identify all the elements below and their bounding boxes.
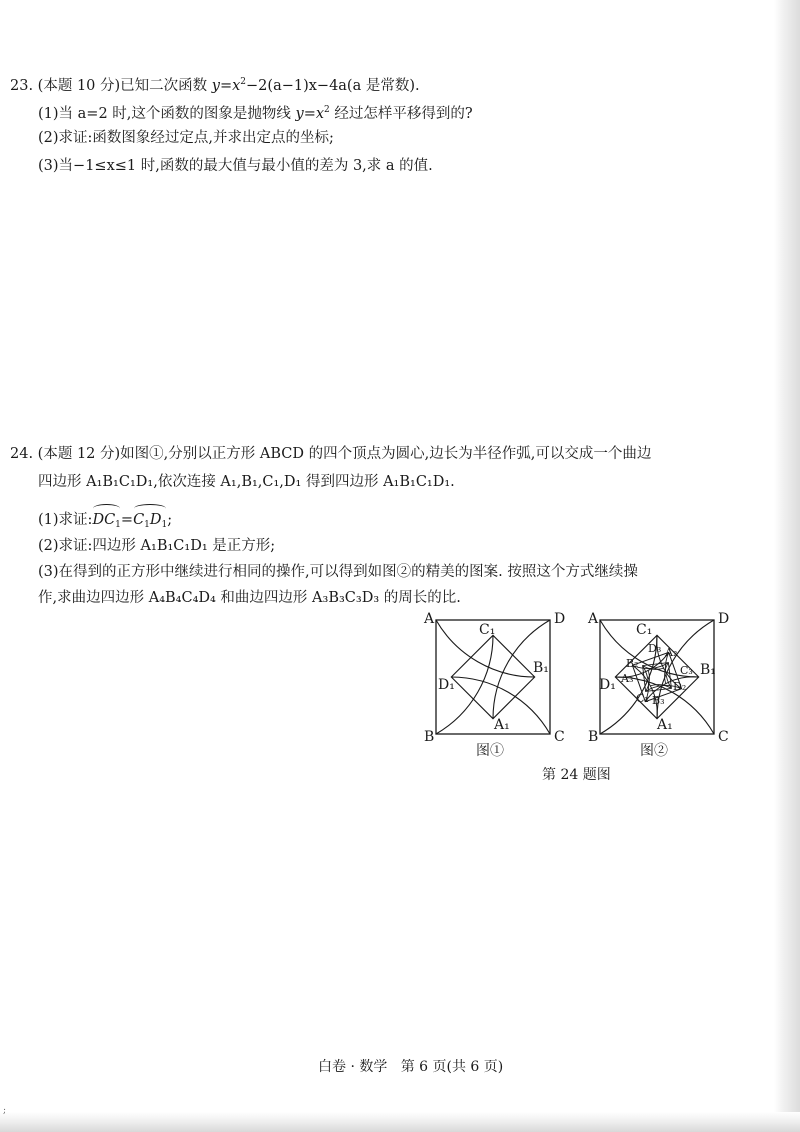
scan-mark: ; <box>3 1106 7 1116</box>
q23-part1 <box>38 100 473 124</box>
q23-func-lhs: y=x <box>211 78 241 94</box>
q23-func-rhs: −2(a−1)x−4a(a 是常数). <box>246 78 420 94</box>
q24-part2: (2)求证:四边形 A₁B₁C₁D₁ 是正方形; <box>38 538 276 554</box>
q23-part1-curve: y=x <box>295 106 325 122</box>
fig1-caption: 图① <box>476 743 504 759</box>
fig2-label-B2: B₂ <box>626 657 639 670</box>
q24-part1-eq: = <box>120 512 134 528</box>
fig1-label-D1: D₁ <box>438 677 455 693</box>
q24-score: (本题 12 分) <box>37 446 121 462</box>
q23-number: 23. <box>10 78 34 94</box>
fig1-label-A1: A₁ <box>494 717 510 733</box>
figure-caption: 第 24 题图 <box>542 767 611 783</box>
fig2-label-A1: A₁ <box>657 717 673 733</box>
arc-dc1-letters: DC <box>92 512 116 528</box>
q23-part2: (2)求证:函数图象经过定点,并求出定点的坐标; <box>38 130 334 146</box>
q24-part3-line1: (3)在得到的正方形中继续进行相同的操作,可以得到如图②的精美的图案. 按照这个方式继续操 <box>38 564 638 580</box>
arc-c1d1-sub1: 1 <box>144 520 150 530</box>
q23-part1-text: (1)当 a=2 时,这个函数的图象是抛物线 <box>38 106 296 122</box>
q23-stem-text: 已知二次函数 <box>120 78 212 94</box>
q23-part3: (3)当−1≤x≤1 时,函数的最大值与最小值的差为 3,求 a 的值. <box>38 158 433 174</box>
q24-part1-end: ; <box>167 512 173 528</box>
arc-c1d1-sub2: 1 <box>161 520 168 530</box>
arc-dc1 <box>92 508 120 535</box>
scan-edge-bottom <box>0 1112 800 1132</box>
q23-score: (本题 10 分) <box>37 78 121 94</box>
fig2-caption: 图② <box>640 743 668 759</box>
q23-part1-exponent: 2 <box>324 105 330 115</box>
fig2-label-D1: D₁ <box>599 677 616 693</box>
q24-stem-line1 <box>10 444 651 464</box>
fig1-label-D: D <box>554 611 566 627</box>
page-footer: 白卷 · 数学 第 6 页(共 6 页) <box>318 1059 504 1075</box>
arc-c1d1 <box>133 508 167 535</box>
fig2-label-A2: A₂ <box>665 646 678 659</box>
fig2-label-C3: C₃ <box>680 664 693 677</box>
fig1-label-C1: C₁ <box>479 622 496 638</box>
q24-part1 <box>38 508 172 535</box>
arc-dc1-sub: 1 <box>115 520 121 530</box>
fig2-label-A: A <box>588 611 599 627</box>
q23-stem <box>10 72 420 96</box>
fig2-label-C2: C₂ <box>636 692 649 705</box>
arc-c1d1-d: D <box>149 512 162 528</box>
fig2-label-B3: B₃ <box>652 694 665 707</box>
q24-stem-line2: 四边形 A₁B₁C₁D₁,依次连接 A₁,B₁,C₁,D₁ 得到四边形 A₁B₁C₁D₁. <box>38 474 455 490</box>
fig1-label-B1: B₁ <box>533 660 549 676</box>
fig1-label-A: A <box>424 611 435 627</box>
q24-stem-text1: 如图①,分别以正方形 ABCD 的四个顶点为圆心,边长为半径作弧,可以交成一个曲边 <box>120 446 652 462</box>
q24-number: 24. <box>10 446 34 462</box>
fig2-label-B1: B₁ <box>700 662 716 678</box>
fig1-label-C: C <box>554 729 565 745</box>
q24-part1-prefix: (1)求证: <box>38 512 93 528</box>
q23-part1-text-end: 经过怎样平移得到的? <box>329 106 473 122</box>
q23-exponent: 2 <box>240 77 247 87</box>
fig2-label-A3: A₃ <box>621 672 634 685</box>
fig1-label-B: B <box>424 729 435 745</box>
q24-part3-line2: 作,求曲边四边形 A₄B₄C₄D₄ 和曲边四边形 A₃B₃C₃D₃ 的周长的比. <box>38 590 461 606</box>
fig2-label-D3: D₃ <box>648 642 662 655</box>
arc-c1d1-c: C <box>133 512 145 528</box>
fig2-label-D2: D₂ <box>673 680 687 693</box>
fig2-label-B: B <box>588 729 599 745</box>
fig2-label-C: C <box>718 729 729 745</box>
fig2-label-C1: C₁ <box>636 622 653 638</box>
scan-edge-right <box>774 0 800 1132</box>
fig2-label-D: D <box>718 611 730 627</box>
